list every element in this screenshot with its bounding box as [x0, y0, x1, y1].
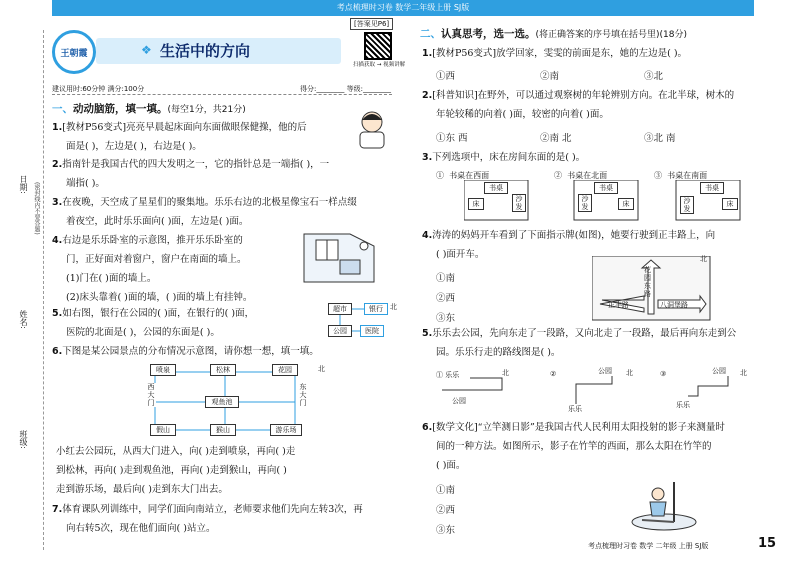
choice-5-opt2-lele: 乐乐 [568, 405, 582, 413]
choice-5-opt3-label: ③ [660, 370, 667, 378]
choice-5-opt2-park: 公园 [598, 367, 612, 375]
choice-4-opt1: ①南 [436, 273, 456, 284]
q5-park: 公园 [328, 325, 352, 337]
q6-pond: 观鱼池 [205, 396, 239, 408]
choice-5-opt1-north: 北 [502, 369, 509, 377]
choice-4-north: 北 [700, 255, 707, 263]
section1-heading: 一、动动脑筋，填一填。(每空1分，共21分) [52, 103, 246, 115]
choice-5-opt3-north: 北 [740, 369, 747, 377]
q5-north: 北 [390, 303, 397, 311]
date-label: 日期: [19, 175, 28, 194]
choice-3-a-sofa: 沙发 [512, 194, 526, 212]
choice-3-c-sofa: 沙发 [680, 196, 694, 214]
choice-3-b-bed: 床 [618, 198, 634, 210]
q5-bank: 银行 [364, 303, 388, 315]
q6-north: 北 [318, 365, 325, 373]
choice-3-a-bed: 床 [468, 198, 484, 210]
choice-5-opt2-label: ② [550, 370, 557, 378]
q6-pine: 松林 [210, 364, 236, 376]
choice-6-opt1: ①南 [436, 485, 456, 496]
choice-4-opt3: ③东 [436, 313, 456, 324]
choice-1: 1.[教材P56变式]放学回家，雯雯的前面是东，她的左边是( )。 [422, 48, 688, 59]
section2-heading: 二、认真思考，选一选。(将正确答案的序号填在括号里)(18分) [420, 28, 687, 40]
question-2: 2.指南针是我国古代的四大发明之一，它的指针总是一端指( )，一 端指( )。 [52, 159, 330, 189]
question-1: 1.[教材P56变式]亮亮早晨起床面向东面做眼保健操，他的后 面是( )，左边是( )，右边是( )。 [52, 122, 307, 152]
answer-tag: [答案见P6] [350, 18, 393, 30]
choice-2-opt2: ②南 北 [540, 133, 572, 144]
choice-3-a-label: ① 书桌在西面 [436, 171, 490, 180]
choice-1-opt2: ②南 [540, 71, 560, 82]
q5-supermarket: 超市 [328, 303, 352, 315]
name-label: 姓名: [19, 310, 28, 329]
choice-3-b-sofa: 沙发 [578, 194, 592, 212]
choice-5-opt2-north: 北 [626, 369, 633, 377]
choice-5-opt1-label: ① 乐乐 [436, 371, 460, 379]
choice-5: 5.乐乐去公园，先向东走了一段路，又向北走了一段路，最后再向东走到公 园。乐乐行走的路线图是( )。 [422, 328, 737, 358]
choice-4-road3: 八洞堡路 [660, 301, 688, 309]
q5-hospital: 医院 [360, 325, 384, 337]
question-6-text: 小红去公园玩，从西大门进入，向( )走到喷泉，再向( )走 到松林，再向( )走到观鱼池，再向( )走到猴山，再向( ) 走到游乐场，最后向( )走到东大门出去。 [56, 446, 296, 495]
sundial-illustration [628, 474, 700, 532]
q6-west-gate: 西大门 [147, 383, 155, 407]
q6-rockery: 假山 [150, 424, 176, 436]
question-4: 4.右边是乐乐卧室的示意图，推开乐乐卧室的 门，正好面对着窗户，窗户在南面的墙上。 (1)门在( )面的墙上。 (2)床头靠着( )面的墙，( )面的墙上有挂钟。 [52, 235, 253, 303]
choice-3-c-bed: 床 [722, 198, 738, 210]
time-score: 建议用时:60分钟 满分:100分 [52, 85, 145, 93]
page-title: 生活中的方向 [160, 42, 251, 60]
header-banner: 考点梳理时习卷 数学二年级上册 SJ版 [52, 0, 754, 16]
choice-3-b-desk: 书桌 [594, 182, 618, 194]
divider [52, 94, 392, 95]
q6-fountain: 喷泉 [150, 364, 176, 376]
choice-2-opt1: ①东 西 [436, 133, 468, 144]
question-5: 5.如右图，银行在公园的( )面，在银行的( )面， 医院的北面是( )，公园的东面是( )。 [52, 308, 255, 338]
diamond-icon: ❖ [141, 43, 152, 57]
choice-6-opt2: ②西 [436, 505, 456, 516]
footer: 考点梳理时习卷 数学 二年级 上册 SJ版 [588, 542, 709, 550]
choice-3-c-desk: 书桌 [700, 182, 724, 194]
question-7: 7.体育课队列训练中，同学们面向南站立，老师要求他们先向左转3次，再 向右转5次，现在他们面向( )站立。 [52, 504, 363, 534]
choice-2: 2.[科普知识]在野外，可以通过观察树的年轮辨别方向。在北半球，树木的 年轮较稀的向着( )面，较密的向着( )面。 [422, 90, 735, 120]
score-grade: 得分:________ 等级:________ [300, 85, 391, 93]
q6-playground: 游乐场 [270, 424, 302, 436]
choice-4: 4.涛涛的妈妈开车看到了下面指示牌(如图)，她要行驶到正丰路上，向 ( )面开车。 [422, 230, 716, 260]
seal-note: (密封线内不要答题) [33, 182, 40, 235]
q6-garden: 花园 [272, 364, 298, 376]
choice-1-opt3: ③北 [644, 71, 664, 82]
choice-3: 3.下列选项中，床在房间东面的是( )。 [422, 152, 586, 163]
choice-3-c-label: ③ 书桌在南面 [654, 171, 708, 180]
choice-5-opt3-lele: 乐乐 [676, 401, 690, 409]
choice-6-opt3: ③东 [436, 525, 456, 536]
boy-illustration [352, 108, 396, 152]
question-3: 3.在夜晚，天空成了星星们的聚集地。乐乐右边的北极星像宝石一样点缀 着夜空，此时乐乐面向( )面，左边是( )面。 [52, 197, 357, 227]
choice-4-sign [592, 256, 712, 322]
choice-4-road1: 花园东路 [644, 266, 651, 298]
logo: 王朝霞 [52, 30, 96, 74]
q6-monkey: 猴山 [210, 424, 236, 436]
choice-4-road2: 正丰路 [608, 301, 629, 309]
question-6: 6.下图是某公园景点的分布情况示意图，请你想一想，填一填。 [52, 346, 319, 357]
qr-code[interactable] [364, 32, 392, 60]
choice-5-opt1-park: 公园 [452, 397, 466, 405]
choice-3-b-label: ② 书桌在北面 [554, 171, 608, 180]
q6-east-gate: 东大门 [299, 383, 307, 407]
choice-5-routes [436, 364, 756, 414]
qr-caption: 扫描获取 → 视频讲解 [353, 62, 406, 68]
choice-1-opt1: ①西 [436, 71, 456, 82]
choice-2-opt3: ③北 南 [644, 133, 676, 144]
choice-6: 6.[数学文化]“立竿测日影”是我国古代人民利用太阳投射的影子来测量时 间的一种方法。如图所示，影子在竹竿的西面，那么太阳在竹竿的 ( )面。 [422, 422, 725, 471]
choice-3-a-desk: 书桌 [484, 182, 508, 194]
choice-5-opt3-park: 公园 [712, 367, 726, 375]
bedroom-illustration [300, 226, 378, 284]
choice-4-opt2: ②西 [436, 293, 456, 304]
page-number: 15 [758, 536, 777, 551]
class-label: 班级: [19, 430, 28, 449]
seal-line [43, 30, 44, 550]
